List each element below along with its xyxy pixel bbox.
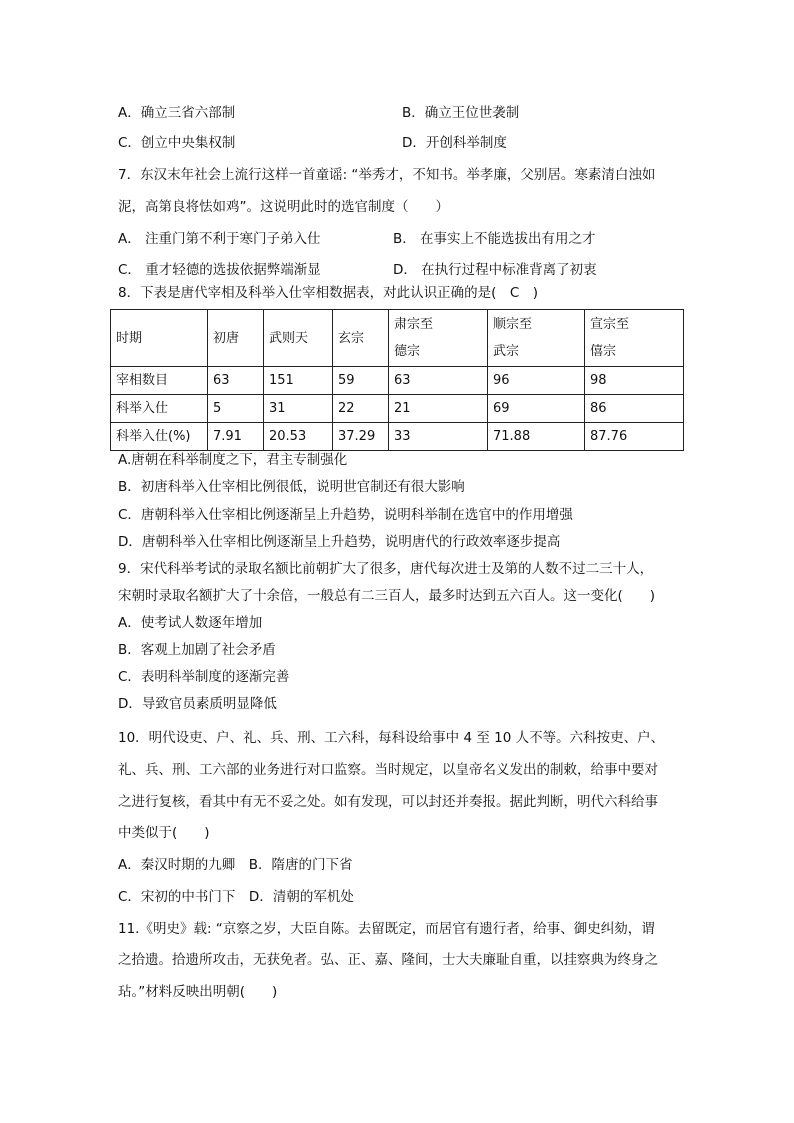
table-cell: 21	[389, 395, 488, 423]
q10-stem-line3: 之进行复核，看其中有无不妥之处。如有发现，可以封还并奏报。据此判断，明代六科给事	[118, 794, 658, 810]
table-header-cell: 时期	[111, 310, 208, 367]
table-cell: 5	[208, 395, 264, 423]
table-cell: 63	[208, 367, 264, 395]
q10-stem-line2: 礼、兵、刑、工六部的业务进行对口监察。当时规定，以皇帝名义发出的制敕，给事中要对	[118, 762, 658, 778]
q9-option-c: C．表明科举制度的逐渐完善	[118, 669, 290, 685]
q7-option-b: B． 在事实上不能选拔出有用之才	[393, 231, 596, 247]
q7-option-c: C． 重才轻德的选拔依据弊端渐显	[118, 262, 321, 278]
q6-option-b: B．确立王位世袭制	[402, 105, 520, 121]
table-cell: 151	[264, 367, 333, 395]
table-header-cell: 玄宗	[333, 310, 389, 367]
table-cell: 20.53	[264, 423, 333, 451]
table-header-cell: 初唐	[208, 310, 264, 367]
table-cell: 科举入仕(%)	[111, 423, 208, 451]
q9-option-d: D．导致官员素质明显降低	[118, 696, 277, 712]
q7-stem-line2: 泥，高第良将怯如鸡”。这说明此时的选官制度（ ）	[118, 199, 449, 215]
q10-options-ab: A．秦汉时期的九卿 B．隋唐的门下省	[118, 857, 353, 873]
table-cell: 86	[585, 395, 684, 423]
table-header-cell: 肃宗至 德宗	[389, 310, 488, 367]
q7-option-d: D． 在执行过程中标准背离了初衷	[393, 262, 597, 278]
q10-stem-line4: 中类似于( )	[118, 825, 210, 841]
q6-option-d: D．开创科举制度	[402, 135, 507, 151]
q11-stem-line2: 之拾遗。拾遗所攻击，无获免者。弘、正、嘉、隆间，士大夫廉耻自重，以挂察典为终身之	[118, 952, 658, 968]
q8-data-table	[110, 309, 684, 451]
q9-stem-line2: 宋朝时录取名额扩大了十余倍，一般总有二三百人，最多时达到五六百人。这一变化( )	[118, 588, 656, 604]
q8-option-a: A.唐朝在科举制度之下，君主专制强化	[118, 452, 348, 468]
table-header-cell: 武则天	[264, 310, 333, 367]
q10-options-cd: C．宋初的中书门下 D．清朝的军机处	[118, 889, 354, 905]
q11-stem-line3: 玷。”材料反映出明朝( )	[118, 984, 278, 1000]
q8-stem: 8．下表是唐代宰相及科举入仕宰相数据表，对此认识正确的是( C )	[118, 285, 539, 301]
table-header-row	[111, 310, 684, 367]
q7-option-a: A． 注重门第不利于寒门子弟入仕	[118, 231, 321, 247]
table-header-cell: 宣宗至 僖宗	[585, 310, 684, 367]
q8-option-d: D．唐朝科举入仕宰相比例逐渐呈上升趋势，说明唐代的行政效率逐步提高	[118, 534, 561, 550]
table-row	[111, 367, 684, 395]
q7-stem-line1: 7．东汉末年社会上流行这样一首童谣: “举秀才，不知书。举孝廉，父别居。寒素清白浊如	[118, 167, 656, 183]
q6-option-c: C．创立中央集权制	[118, 135, 236, 151]
table-cell: 96	[488, 367, 585, 395]
table-cell: 59	[333, 367, 389, 395]
table-cell: 宰相数目	[111, 367, 208, 395]
table-cell: 87.76	[585, 423, 684, 451]
q11-stem-line1: 11.《明史》载: “京察之岁，大臣自陈。去留既定，而居官有遗行者，给事、御史纠劾，谓	[118, 921, 655, 937]
q8-option-c: C．唐朝科举入仕宰相比例逐渐呈上升趋势，说明科举制在选官中的作用增强	[118, 507, 573, 523]
q9-stem-line1: 9．宋代科举考试的录取名额比前朝扩大了很多，唐代每次进士及第的人数不过二三十人，	[118, 561, 654, 577]
q6-option-a: A．确立三省六部制	[118, 105, 236, 121]
table-row	[111, 395, 684, 423]
table-cell: 98	[585, 367, 684, 395]
table-cell: 69	[488, 395, 585, 423]
table-cell: 科举入仕	[111, 395, 208, 423]
table-cell: 63	[389, 367, 488, 395]
table-cell: 22	[333, 395, 389, 423]
q9-option-a: A．使考试人数逐年增加	[118, 615, 263, 631]
q10-stem-line1: 10．明代设吏、户、礼、兵、刑、工六科，每科设给事中 4 至 10 人不等。六科按吏、户、	[118, 730, 665, 746]
q8-option-b: B．初唐科举入仕宰相比例很低，说明世官制还有很大影响	[118, 479, 465, 495]
table-cell: 31	[264, 395, 333, 423]
table-cell: 37.29	[333, 423, 389, 451]
table-header-cell: 顺宗至 武宗	[488, 310, 585, 367]
q9-option-b: B．客观上加剧了社会矛盾	[118, 642, 276, 658]
table-row	[111, 423, 684, 451]
table-cell: 33	[389, 423, 488, 451]
table-cell: 71.88	[488, 423, 585, 451]
table-cell: 7.91	[208, 423, 264, 451]
